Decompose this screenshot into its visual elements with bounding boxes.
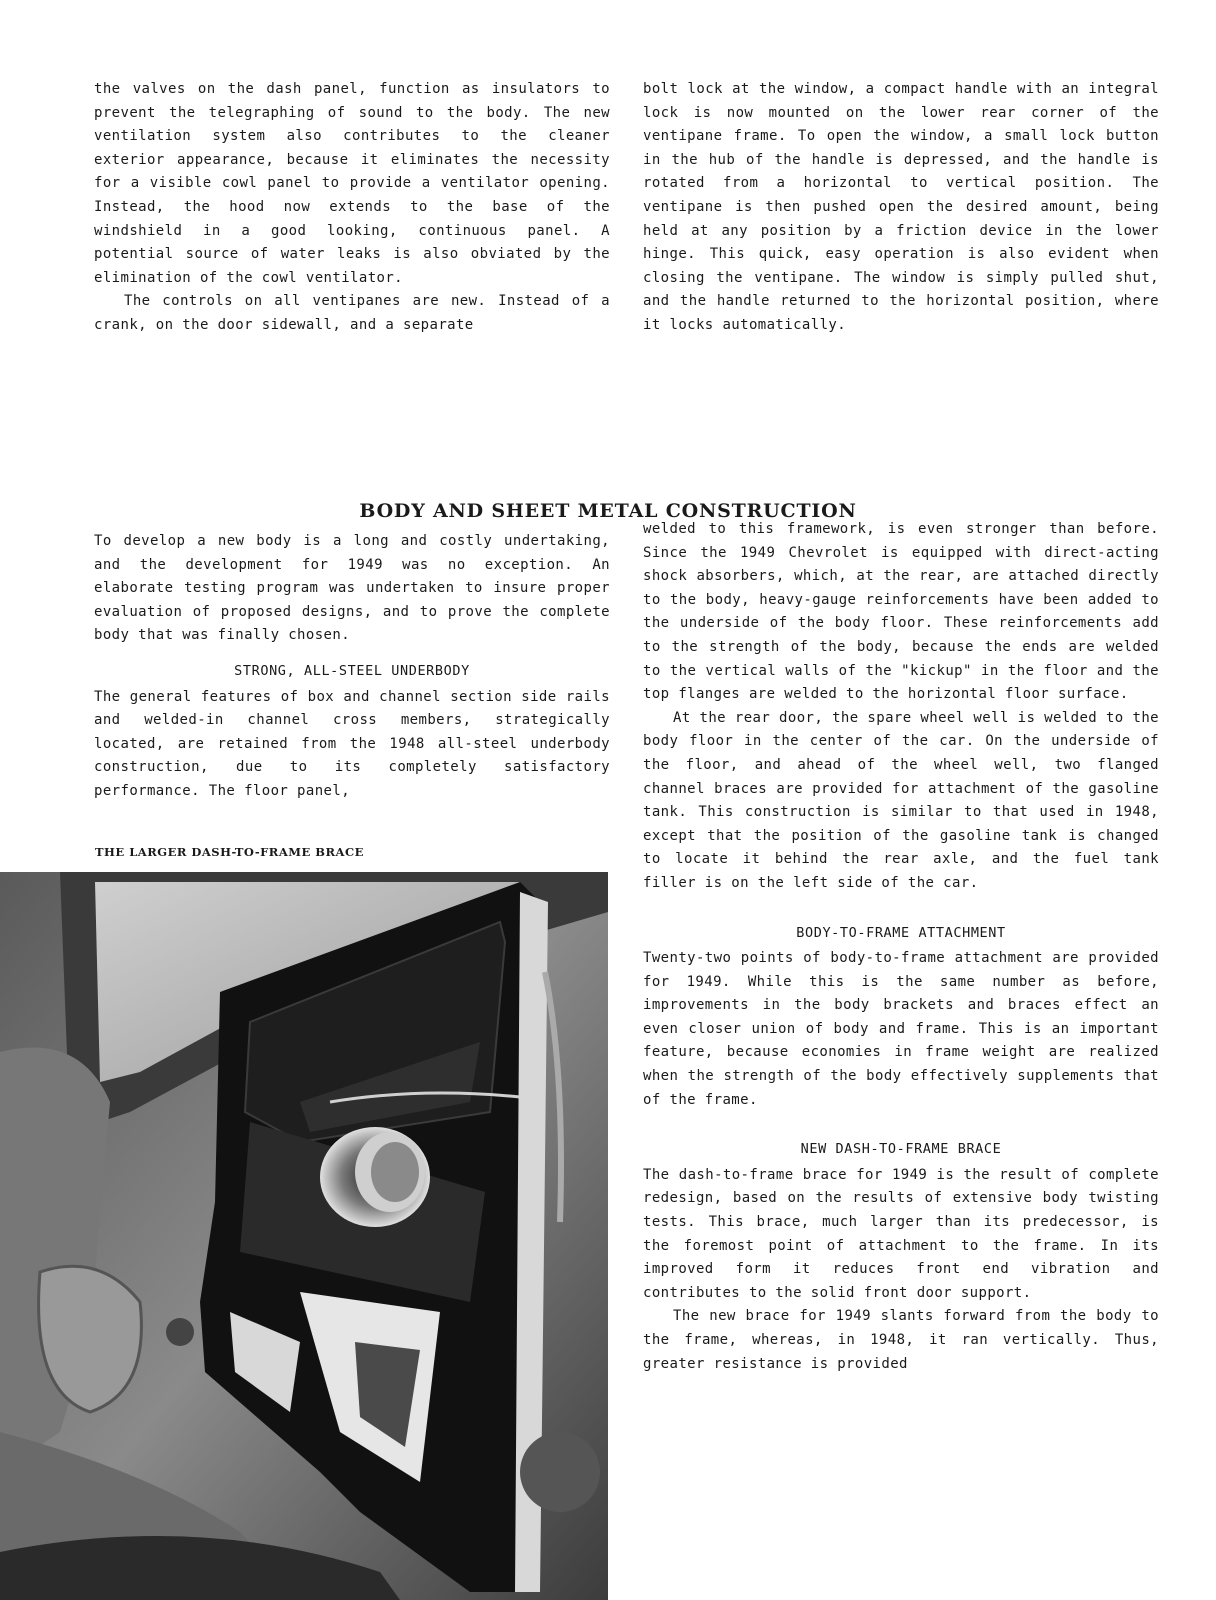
subheading-dash-to-frame: NEW DASH-TO-FRAME BRACE (800, 1141, 1002, 1158)
paragraph: The new brace for 1949 slants forward from the body to the frame, whereas, in 1948, it ran vertically. Thus, greater resistance is provided (643, 1308, 1159, 1372)
subheading-body-to-frame: BODY-TO-FRAME ATTACHMENT (796, 924, 1006, 941)
paragraph: bolt lock at the window, a compact handle with an integral lock is now mounted on the lower rear corner of the ventipane frame. To open the window, a small lock button in the hub of the handle is depressed, and the handle is rotated from a horizontal to vertical position. The ventipane is then pushed open the desired amount, being held at any position by a friction device in the lower hinge. This quick, easy operation is also evident when closing the ventipane. The window is simply pulled shut, and the handle returned to the horizontal position, where it locks automatically. (643, 81, 1159, 333)
paragraph: The general features of box and channel section side rails and welded-in channel cross members, strategically located, are retained from the 1948 all-steel underbody construction, due to its completely satisfactory performance. The floor panel, (94, 688, 610, 799)
paragraph: At the rear door, the spare wheel well is welded to the body floor in the center of the car. On the underside of the floor, and ahead of the wheel well, two flanged channel braces are provided for attachment of the gasoline tank. This construction is similar to that used in 1948, except that the position of the gasoline tank is changed to locate it behind the rear axle, and the fuel tank filler is on the left side of the car. (643, 709, 1159, 891)
top-right-column (643, 78, 1159, 338)
paragraph: the valves on the dash panel, function as insulators to prevent the telegraphing of sound to the body. The new ventilation system also contributes to the cleaner exterior appearance, because it eliminates the necessity for a visible cowl panel to provide a ventilator opening. Instead, the hood now extends to the base of the windshield in a good looking, continuous panel. A potential source of water leaks is also obviated by the elimination of the cowl ventilator. (94, 81, 610, 286)
top-left-column (94, 78, 610, 338)
subheading-underbody: STRONG, ALL-STEEL UNDERBODY (234, 662, 470, 679)
right-column (643, 518, 1159, 1376)
paragraph: The controls on all ventipanes are new. Instead of a crank, on the door sidewall, and a separate (94, 293, 610, 333)
paragraph: welded to this framework, is even stronger than before. Since the 1949 Chevrolet is equipped with direct-acting shock absorbers, which, at the rear, are attached directly to the body, heavy-gauge reinforcements have been added to the underside of the body floor. These reinforcements add to the strength of the body, because the ends are welded to the vertical walls of the "kickup" in the floor and the top flanges are welded to the horizontal floor surface. (643, 521, 1159, 703)
photo-caption: THE LARGER DASH-TO-FRAME BRACE (95, 845, 364, 859)
brace-photo (0, 872, 608, 1600)
paragraph: Twenty-two points of body-to-frame attachment are provided for 1949. While this is the same number as before, improvements in the body brackets and braces effect an even closer union of body and frame. This is an important feature, because economies in frame weight are realized when the strength of the body effectively supplements that of the frame. (643, 950, 1159, 1108)
paragraph: To develop a new body is a long and costly undertaking, and the development for 1949 was no exception. An elaborate testing program was undertaken to insure proper evaluation of proposed designs, and to prove the complete body that was finally chosen. (94, 533, 610, 644)
left-column (94, 530, 610, 804)
paragraph: The dash-to-frame brace for 1949 is the result of complete redesign, based on the results of extensive body twisting tests. This brace, much larger than its predecessor, is the foremost point of attachment to the frame. In its improved form it reduces front end vibration and contributes to the solid front door support. (643, 1166, 1159, 1301)
section-title: BODY AND SHEET METAL CONSTRUCTION (359, 500, 857, 522)
